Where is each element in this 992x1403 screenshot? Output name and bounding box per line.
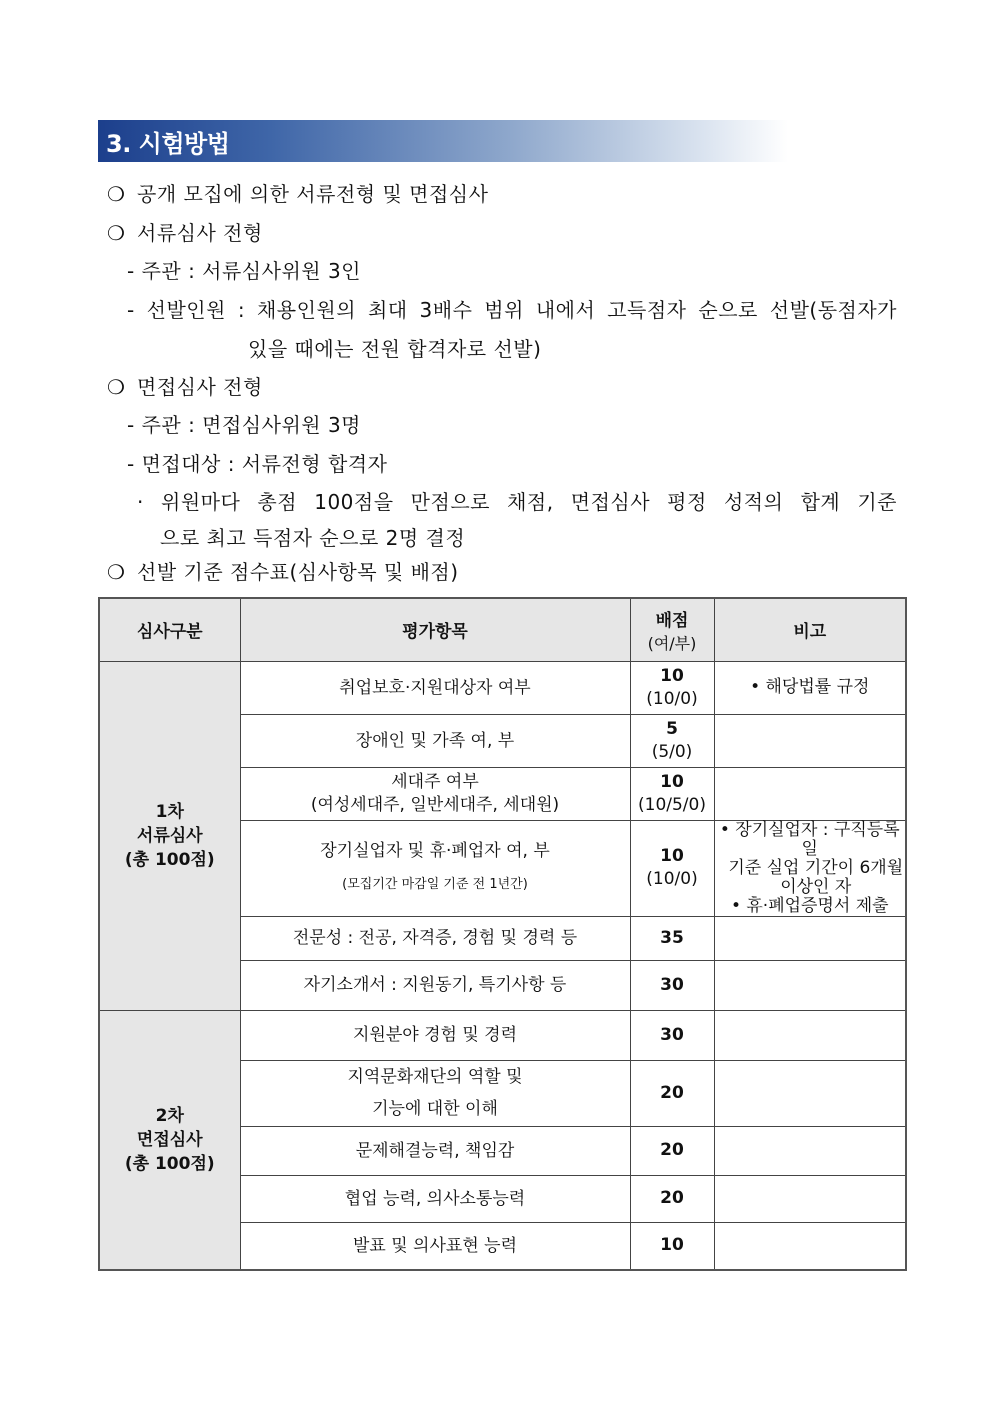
note-cell: • 장기실업자 : 구직등록일 기준 실업 기간이 6개월 이상인 자 • 휴·폐업증명서 제출 — [714, 820, 906, 916]
item-cell: 협업 능력, 의사소통능력 — [240, 1175, 630, 1222]
scoring-rule-line2: 으로 최고 득점자 순으로 2명 결정 — [160, 526, 466, 550]
note-cell — [714, 1175, 906, 1222]
scoring-rule-line1: · 위원마다 총점 100점을 만점으로 채점, 면접심사 평정 성적의 합계 기준 — [137, 490, 897, 514]
circle-bullet-icon: ❍ — [107, 375, 126, 399]
score-cell: 30 — [630, 960, 714, 1010]
note-cell — [714, 916, 906, 960]
header-score: 배점 (여/부) — [630, 598, 714, 661]
item-cell: 지원분야 경험 및 경력 — [240, 1010, 630, 1060]
score-cell: 10 — [630, 1222, 714, 1270]
score-cell: 20 — [630, 1126, 714, 1175]
table-row — [99, 661, 906, 714]
bullet-interview-screening: ❍ 면접심사 전형 — [107, 375, 263, 399]
note-cell: • 해당법률 규정 — [714, 661, 906, 714]
category-first-screening: 1차 서류심사 (총 100점) — [99, 661, 240, 1010]
header-item: 평가항목 — [240, 598, 630, 661]
item-cell: 발표 및 의사표현 능력 — [240, 1222, 630, 1270]
score-table — [98, 597, 907, 1271]
note-cell — [714, 1060, 906, 1126]
score-cell: 20 — [630, 1060, 714, 1126]
table-header-row — [99, 598, 906, 661]
note-cell — [714, 960, 906, 1010]
item-cell: 자기소개서 : 지원동기, 특기사항 등 — [240, 960, 630, 1010]
item-cell: 취업보호·지원대상자 여부 — [240, 661, 630, 714]
score-cell: 30 — [630, 1010, 714, 1060]
score-cell: 10 (10/0) — [630, 661, 714, 714]
document-organizer: - 주관 : 서류심사위원 3인 — [127, 259, 361, 283]
item-cell: 장애인 및 가족 여, 부 — [240, 714, 630, 767]
score-cell: 35 — [630, 916, 714, 960]
circle-bullet-icon: ❍ — [107, 560, 126, 584]
item-cell: 세대주 여부 (여성세대주, 일반세대주, 세대원) — [240, 767, 630, 820]
score-cell: 20 — [630, 1175, 714, 1222]
circle-bullet-icon: ❍ — [107, 182, 126, 206]
header-note: 비고 — [714, 598, 906, 661]
note-cell — [714, 1126, 906, 1175]
item-cell: 문제해결능력, 책임감 — [240, 1126, 630, 1175]
table-row — [99, 1010, 906, 1060]
item-cell: 전문성 : 전공, 자격증, 경험 및 경력 등 — [240, 916, 630, 960]
selection-count-line2: 있을 때에는 전원 합격자로 선발) — [248, 337, 542, 361]
note-cell — [714, 1010, 906, 1060]
circle-bullet-icon: ❍ — [107, 221, 126, 245]
score-cell: 5 (5/0) — [630, 714, 714, 767]
header-category: 심사구분 — [99, 598, 240, 661]
category-second-screening: 2차 면접심사 (총 100점) — [99, 1010, 240, 1270]
note-cell — [714, 714, 906, 767]
note-cell — [714, 767, 906, 820]
score-cell: 10 (10/5/0) — [630, 767, 714, 820]
item-cell: 지역문화재단의 역할 및 기능에 대한 이해 — [240, 1060, 630, 1126]
item-cell: 장기실업자 및 휴·폐업자 여, 부 (모집기간 마감일 기준 전 1년간) — [240, 820, 630, 916]
score-cell: 10 (10/0) — [630, 820, 714, 916]
section-title: 3. 시험방법 — [106, 130, 230, 158]
bullet-recruitment: ❍ 공개 모집에 의한 서류전형 및 면접심사 — [107, 182, 489, 206]
interview-target: - 면접대상 : 서류전형 합격자 — [127, 452, 388, 476]
note-cell — [714, 1222, 906, 1270]
bullet-document-screening: ❍ 서류심사 전형 — [107, 221, 263, 245]
section-banner — [98, 120, 788, 162]
selection-count-line1: - 선발인원 : 채용인원의 최대 3배수 범위 내에서 고득점자 순으로 선발(동점자가 — [127, 298, 897, 322]
bullet-score-table-title: ❍ 선발 기준 점수표(심사항목 및 배점) — [107, 560, 459, 584]
interview-organizer: - 주관 : 면접심사위원 3명 — [127, 413, 361, 437]
